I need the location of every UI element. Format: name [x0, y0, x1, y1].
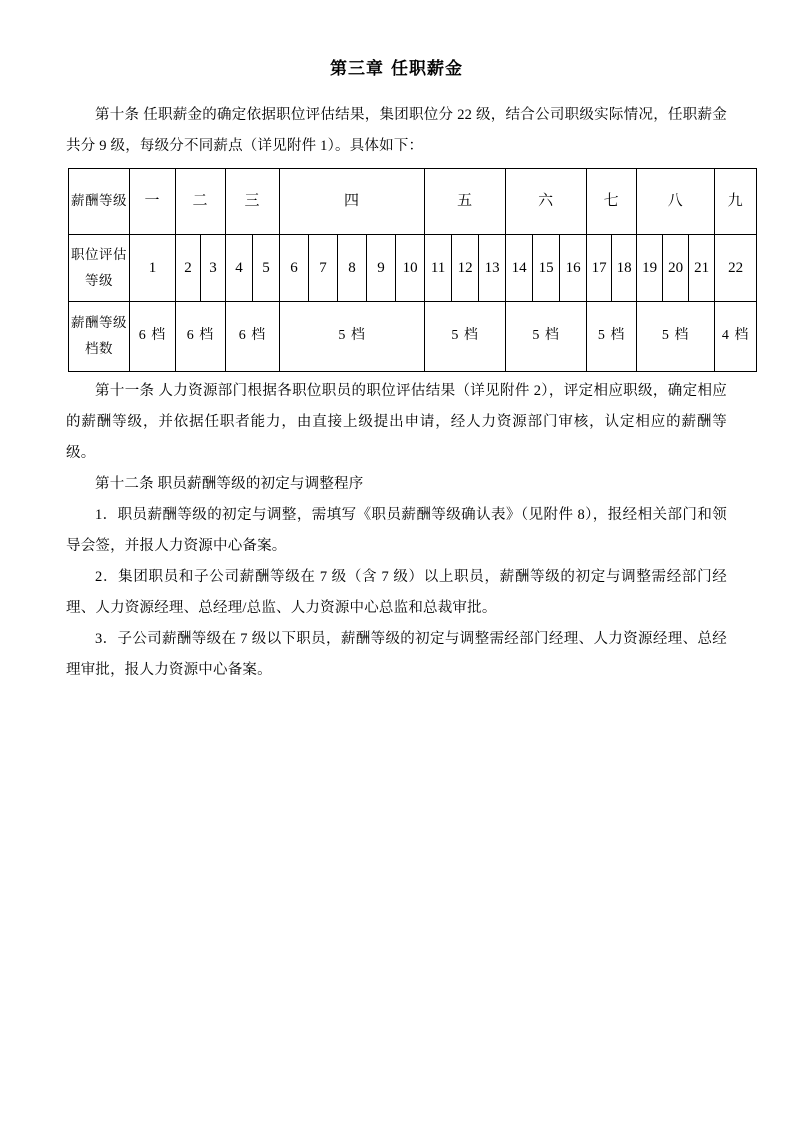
salary-grade-table: [68, 168, 757, 372]
eval-level-cell: 20: [663, 234, 689, 301]
salary-grade-cell: 七: [587, 168, 637, 234]
eval-level-cell: 4: [226, 234, 253, 301]
eval-level-cell: 2: [176, 234, 201, 301]
eval-level-cell: 18: [612, 234, 637, 301]
eval-level-cell: 5: [253, 234, 280, 301]
salary-grade-cell: 八: [637, 168, 715, 234]
grade-steps-cell: 5 档: [587, 301, 637, 371]
grade-steps-cell: 4 档: [715, 301, 757, 371]
eval-level-cell: 9: [367, 234, 396, 301]
salary-grade-cell: 九: [715, 168, 757, 234]
eval-level-cell: 8: [338, 234, 367, 301]
paragraph-article-10: 第十条 任职薪金的确定依据职位评估结果，集团职位分 22 级，结合公司职级实际情况，任职薪金共分 9 级，每级分不同薪点（详见附件 1）。具体如下：: [66, 106, 727, 154]
eval-level-cell: 19: [637, 234, 663, 301]
eval-level-cell: 21: [689, 234, 715, 301]
eval-level-cell: 13: [479, 234, 506, 301]
list-item-3: 3．子公司薪酬等级在 7 级以下职员，薪酬等级的初定与调整需经部门经理、人力资源经理、总经理审批，报人力资源中心备案。: [66, 630, 727, 678]
eval-level-cell: 1: [130, 234, 176, 301]
salary-grade-cell: 五: [425, 168, 506, 234]
table-row-salary-grade: [69, 168, 757, 234]
eval-level-cell: 6: [280, 234, 309, 301]
grade-steps-cell: 5 档: [425, 301, 506, 371]
grade-steps-cell: 6 档: [176, 301, 226, 371]
eval-level-cell: 22: [715, 234, 757, 301]
eval-level-cell: 17: [587, 234, 612, 301]
list-item-2: 2．集团职员和子公司薪酬等级在 7 级（含 7 级）以上职员，薪酬等级的初定与调整需经部门经理、人力资源经理、总经理/总监、人力资源中心总监和总裁审批。: [66, 568, 727, 616]
table-row-position-eval-grade: [69, 234, 757, 301]
row-header-grade-steps: 薪酬等级档数: [69, 301, 130, 371]
eval-level-cell: 16: [560, 234, 587, 301]
salary-grade-cell: 一: [130, 168, 176, 234]
paragraph-article-12: 第十二条 职员薪酬等级的初定与调整程序: [95, 475, 364, 492]
eval-level-cell: 11: [425, 234, 452, 301]
page-title: 第三章 任职薪金: [330, 59, 463, 79]
grade-steps-cell: 5 档: [637, 301, 715, 371]
eval-level-cell: 10: [396, 234, 425, 301]
eval-level-cell: 15: [533, 234, 560, 301]
salary-grade-cell: 四: [280, 168, 425, 234]
grade-steps-cell: 6 档: [226, 301, 280, 371]
paragraph-article-11: 第十一条 人力资源部门根据各职位职员的职位评估结果（详见附件 2），评定相应职级，确定相应的薪酬等级，并依据任职者能力，由直接上级提出申请，经人力资源部门审核，认定相应的薪酬等级。: [66, 382, 727, 461]
eval-level-cell: 3: [201, 234, 226, 301]
table-row-grade-steps: [69, 301, 757, 371]
eval-level-cell: 12: [452, 234, 479, 301]
row-header-position-eval-grade: 职位评估等级: [69, 234, 130, 301]
salary-grade-cell: 六: [506, 168, 587, 234]
list-item-1: 1．职员薪酬等级的初定与调整，需填写《职员薪酬等级确认表》（见附件 8），报经相关部门和领导会签，并报人力资源中心备案。: [66, 506, 727, 554]
salary-grade-cell: 二: [176, 168, 226, 234]
eval-level-cell: 14: [506, 234, 533, 301]
eval-level-cell: 7: [309, 234, 338, 301]
grade-steps-cell: 6 档: [130, 301, 176, 371]
salary-grade-cell: 三: [226, 168, 280, 234]
grade-steps-cell: 5 档: [280, 301, 425, 371]
grade-steps-cell: 5 档: [506, 301, 587, 371]
row-header-salary-grade: 薪酬等级: [69, 168, 130, 234]
